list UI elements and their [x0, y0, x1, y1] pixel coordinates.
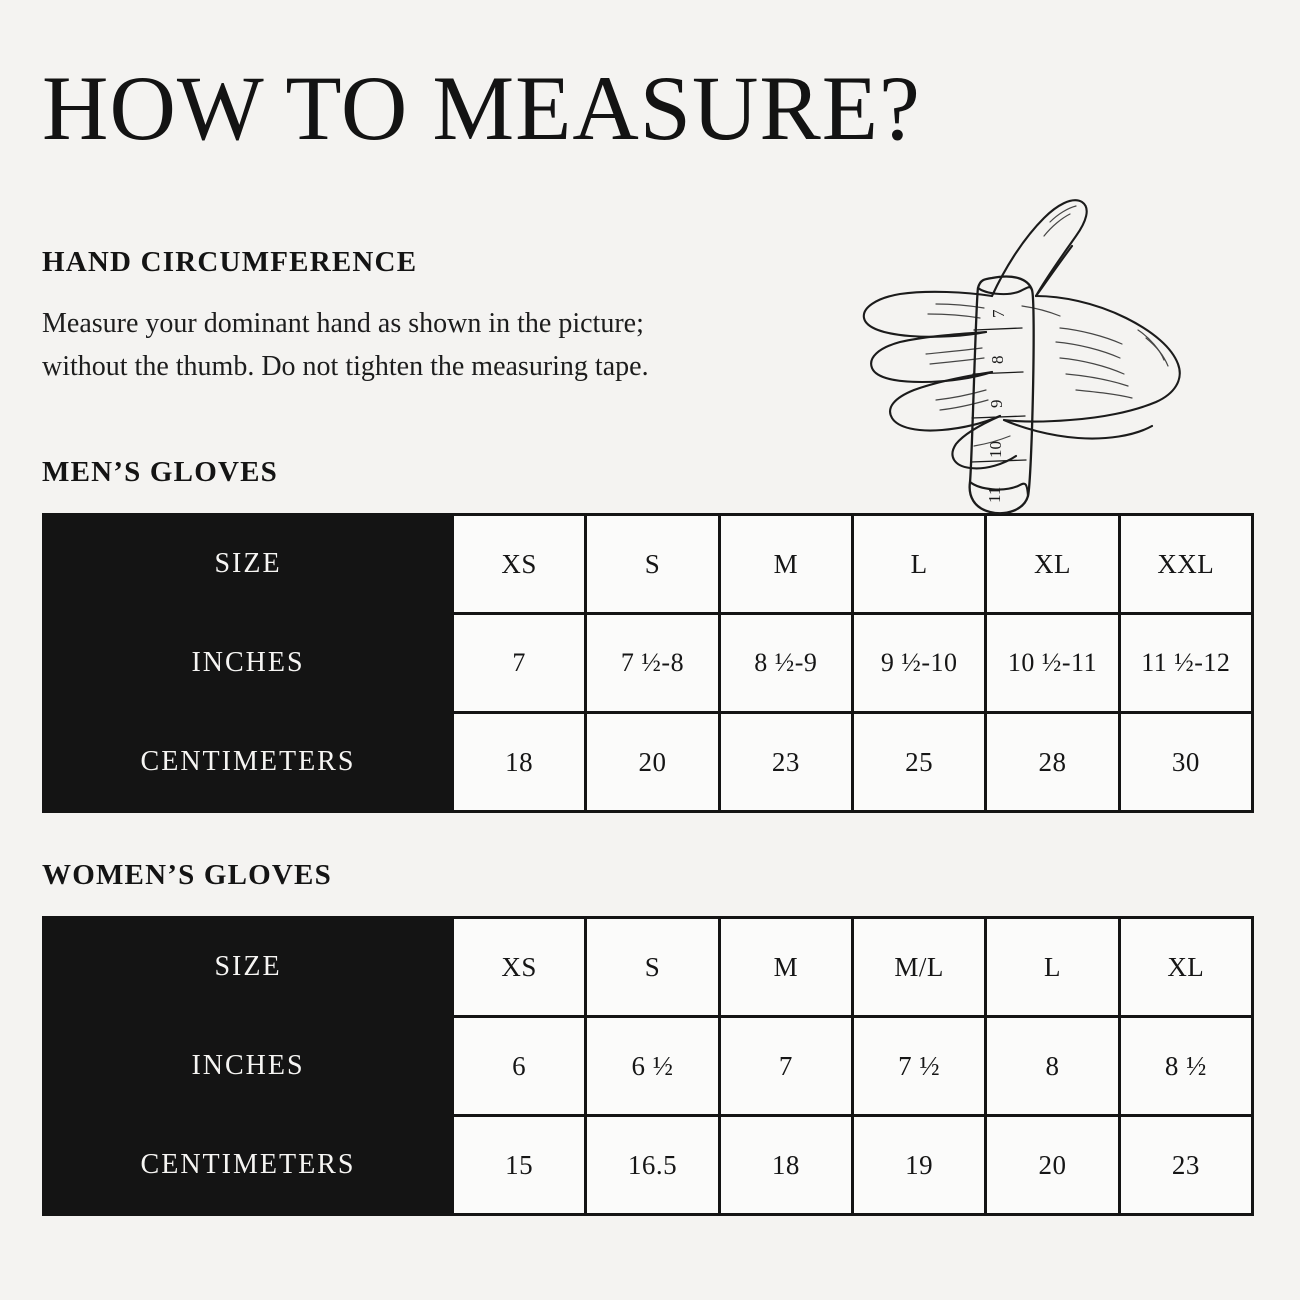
- cell-cm-xl: 28: [986, 713, 1119, 812]
- cell-inches-m: 7: [719, 1017, 852, 1116]
- cell-cm-xxl: 30: [1119, 713, 1252, 812]
- hand-circumference-heading: HAND CIRCUMFERENCE: [42, 246, 418, 278]
- cell-inches-l: 9 ½-10: [852, 614, 985, 713]
- womens-gloves-table: [42, 916, 1254, 1216]
- cell-inches-xl: 8 ½: [1119, 1017, 1252, 1116]
- womens-gloves-heading: WOMEN’S GLOVES: [42, 859, 332, 892]
- table-row: [44, 614, 1253, 713]
- tape-mark-10: 10: [986, 441, 1005, 458]
- cell-cm-ml: 19: [852, 1116, 985, 1215]
- cell-size-m: M: [719, 918, 852, 1017]
- tape-mark-7: 7: [989, 309, 1008, 318]
- cell-cm-xl: 23: [1119, 1116, 1252, 1215]
- table-row: [44, 918, 1253, 1017]
- table-row: [44, 713, 1253, 812]
- cell-cm-xs: 18: [453, 713, 586, 812]
- cell-cm-m: 18: [719, 1116, 852, 1215]
- row-label-centimeters: CENTIMETERS: [44, 1116, 453, 1215]
- cell-size-m: M: [719, 515, 852, 614]
- cell-cm-s: 20: [586, 713, 719, 812]
- cell-size-xs: XS: [453, 918, 586, 1017]
- table-row: [44, 1116, 1253, 1215]
- tape-mark-8: 8: [988, 355, 1007, 364]
- cell-inches-ml: 7 ½: [852, 1017, 985, 1116]
- hand-circumference-description: Measure your dominant hand as shown in the picture; without the thumb. Do not tighten the measuring tape.: [42, 308, 649, 382]
- row-label-size: SIZE: [44, 515, 453, 614]
- mens-gloves-heading: MEN’S GLOVES: [42, 456, 278, 489]
- cell-size-xxl: XXL: [1119, 515, 1252, 614]
- cell-inches-xs: 7: [453, 614, 586, 713]
- cell-size-xl: XL: [1119, 918, 1252, 1017]
- cell-cm-l: 20: [986, 1116, 1119, 1215]
- row-label-size: SIZE: [44, 918, 453, 1017]
- cell-inches-xl: 10 ½-11: [986, 614, 1119, 713]
- cell-cm-xs: 15: [453, 1116, 586, 1215]
- cell-cm-m: 23: [719, 713, 852, 812]
- cell-size-s: S: [586, 918, 719, 1017]
- row-label-centimeters: CENTIMETERS: [44, 713, 453, 812]
- mens-gloves-table: [42, 513, 1254, 813]
- cell-inches-l: 8: [986, 1017, 1119, 1116]
- cell-size-l: L: [852, 515, 985, 614]
- tape-mark-9: 9: [987, 399, 1006, 408]
- cell-inches-m: 8 ½-9: [719, 614, 852, 713]
- cell-size-xs: XS: [453, 515, 586, 614]
- cell-inches-s: 7 ½-8: [586, 614, 719, 713]
- cell-inches-s: 6 ½: [586, 1017, 719, 1116]
- hand-with-measuring-tape-illustration: [760, 178, 1230, 538]
- row-label-inches: INCHES: [44, 614, 453, 713]
- cell-size-xl: XL: [986, 515, 1119, 614]
- cell-size-s: S: [586, 515, 719, 614]
- cell-inches-xs: 6: [453, 1017, 586, 1116]
- table-row: [44, 1017, 1253, 1116]
- row-label-inches: INCHES: [44, 1017, 453, 1116]
- cell-size-ml: M/L: [852, 918, 985, 1017]
- cell-cm-s: 16.5: [586, 1116, 719, 1215]
- cell-cm-l: 25: [852, 713, 985, 812]
- tape-mark-11: 11: [985, 486, 1004, 503]
- cell-inches-xxl: 11 ½-12: [1119, 614, 1252, 713]
- page-title: HOW TO MEASURE?: [42, 57, 921, 159]
- cell-size-l: L: [986, 918, 1119, 1017]
